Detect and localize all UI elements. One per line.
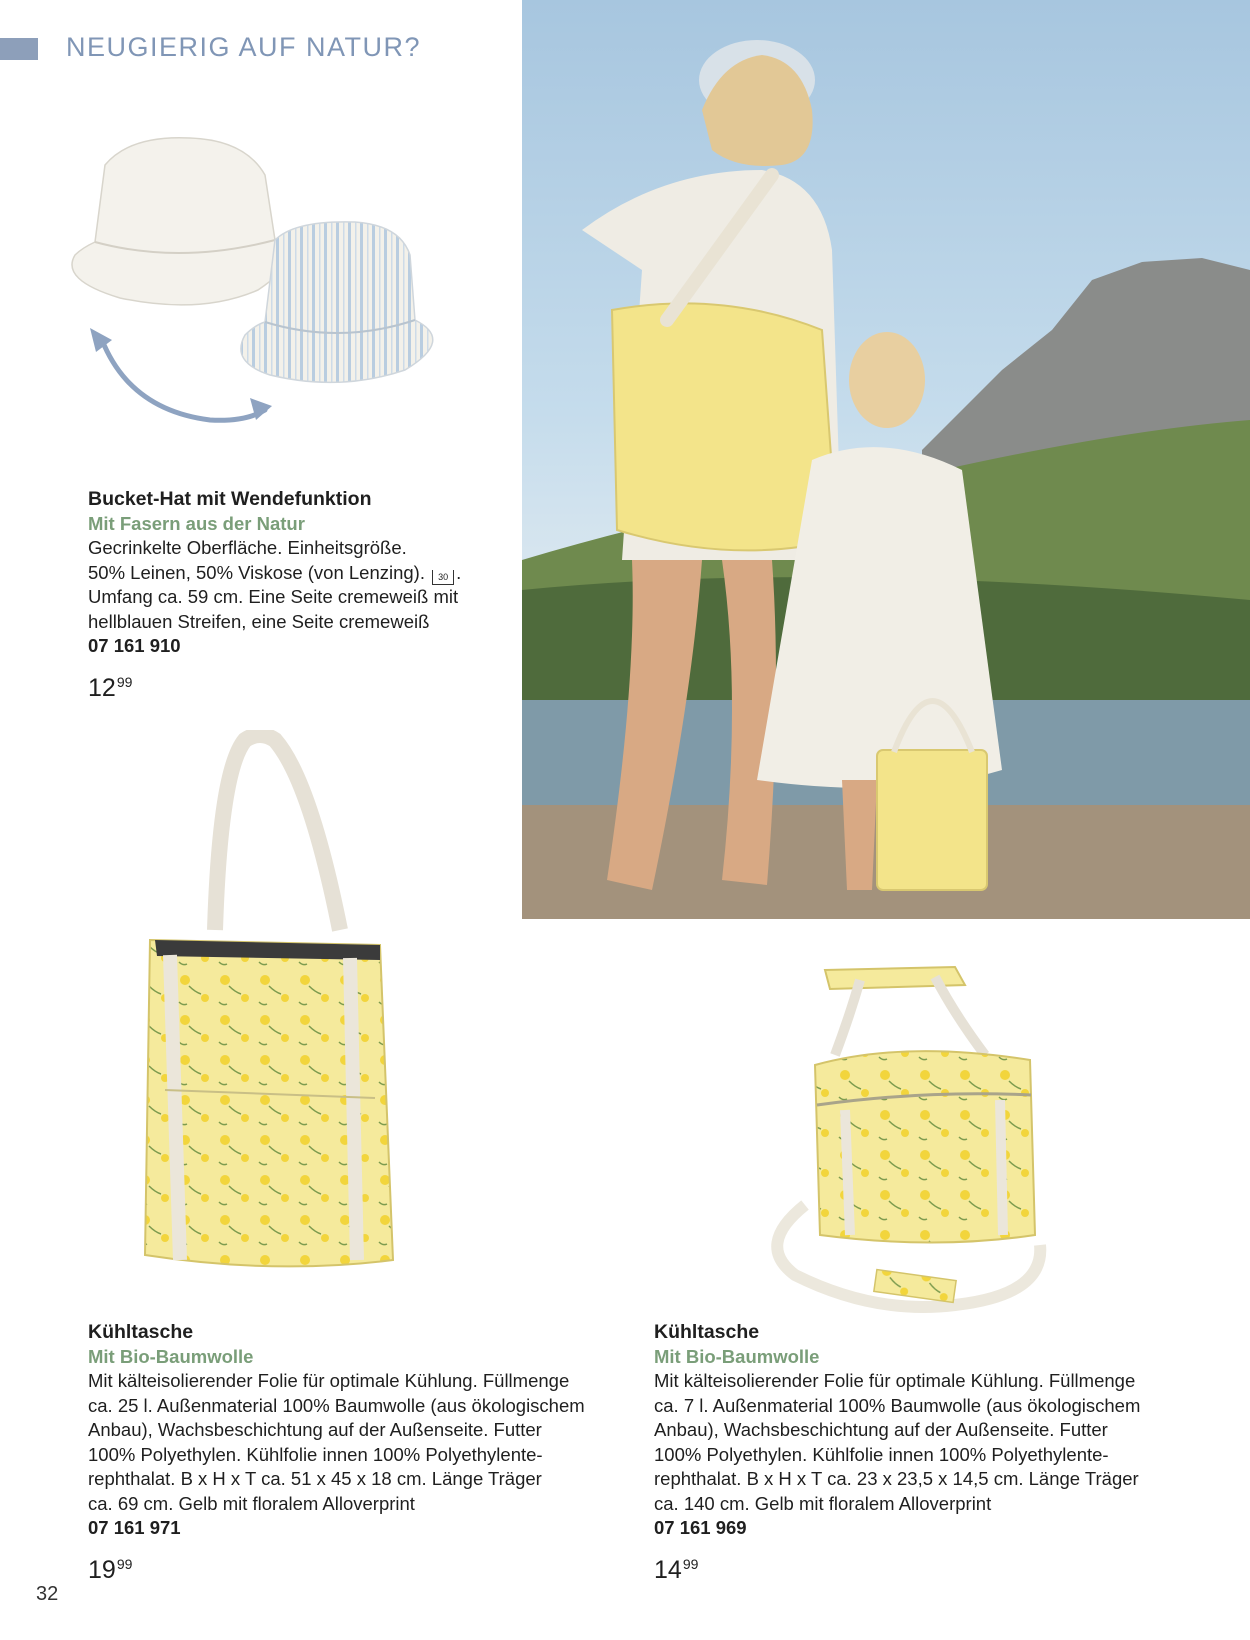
cooler-tote-image	[135, 730, 405, 1275]
bucket-hats-image	[60, 130, 480, 450]
price: $14^{99}$	[654, 1555, 699, 1584]
product-desc-line: Anbau), Wachsbeschichtung auf der Außenseite. Futter	[88, 1419, 542, 1440]
product-name: Kühltasche	[88, 1321, 194, 1343]
product-desc-line: Mit kälteisolierender Folie für optimale Kühlung. Füllmenge	[88, 1370, 570, 1391]
product-desc-line: Gecrinkelte Oberfläche. Einheitsgröße.	[88, 537, 407, 558]
product-cooler-tote	[88, 1320, 585, 1585]
product-subtitle: Mit Bio-Baumwolle	[88, 1345, 254, 1367]
lifestyle-photo	[522, 0, 1250, 919]
header-accent-bar	[0, 38, 38, 60]
product-desc-line: ca. 140 cm. Gelb mit floralem Alloverprint	[654, 1492, 992, 1514]
product-desc-line: rephthalat. B x H x T ca. 51 x 45 x 18 cm. Länge Träger	[88, 1468, 542, 1489]
product-desc-line: 100% Polyethylen. Kühlfolie innen 100% Polyethylente-	[88, 1443, 543, 1465]
product-desc-line: Mit kälteisolierender Folie für optimale Kühlung. Füllmenge	[654, 1370, 1136, 1391]
article-number: 07 161 971	[88, 1517, 181, 1538]
product-desc-line: hellblauen Streifen, eine Seite cremeweiß	[88, 610, 430, 632]
product-desc-line: 100% Polyethylen. Kühlfolie innen 100% Polyethylente-	[654, 1443, 1109, 1465]
product-cooler-box	[654, 1320, 1140, 1585]
product-name: Kühltasche	[654, 1321, 760, 1343]
product-desc-line: Umfang ca. 59 cm. Eine Seite cremeweiß mit	[88, 586, 459, 607]
price: $19^{99}$	[88, 1555, 133, 1584]
product-desc-line: ca. 7 l. Außenmaterial 100% Baumwolle (aus ökologischem	[654, 1394, 1141, 1416]
product-desc-line: rephthalat. B x H x T ca. 23 x 23,5 x 14,5 cm. Länge Träger	[654, 1468, 1139, 1489]
page-heading: NEUGIERIG AUF NATUR?	[66, 32, 422, 62]
product-desc-line: Anbau), Wachsbeschichtung auf der Außenseite. Futter	[654, 1419, 1108, 1440]
price: $12^{99}$	[88, 673, 133, 702]
product-desc-line: 50% Leinen, 50% Viskose (von Lenzing). 30 .	[88, 561, 462, 583]
page-number: 32	[36, 1583, 59, 1605]
product-desc-line: ca. 69 cm. Gelb mit floralem Alloverprint	[88, 1492, 415, 1514]
product-desc-line: ca. 25 l. Außenmaterial 100% Baumwolle (aus ökologischem	[88, 1394, 585, 1416]
product-subtitle: Mit Fasern aus der Natur	[88, 512, 305, 534]
article-number: 07 161 969	[654, 1517, 747, 1538]
article-number: 07 161 910	[88, 635, 181, 656]
product-name: Bucket-Hat mit Wendefunktion	[88, 488, 372, 510]
product-subtitle: Mit Bio-Baumwolle	[654, 1345, 820, 1367]
product-bucket-hat	[88, 487, 461, 703]
wash-30-icon: 30	[432, 570, 454, 585]
cooler-box-image	[755, 945, 1050, 1325]
